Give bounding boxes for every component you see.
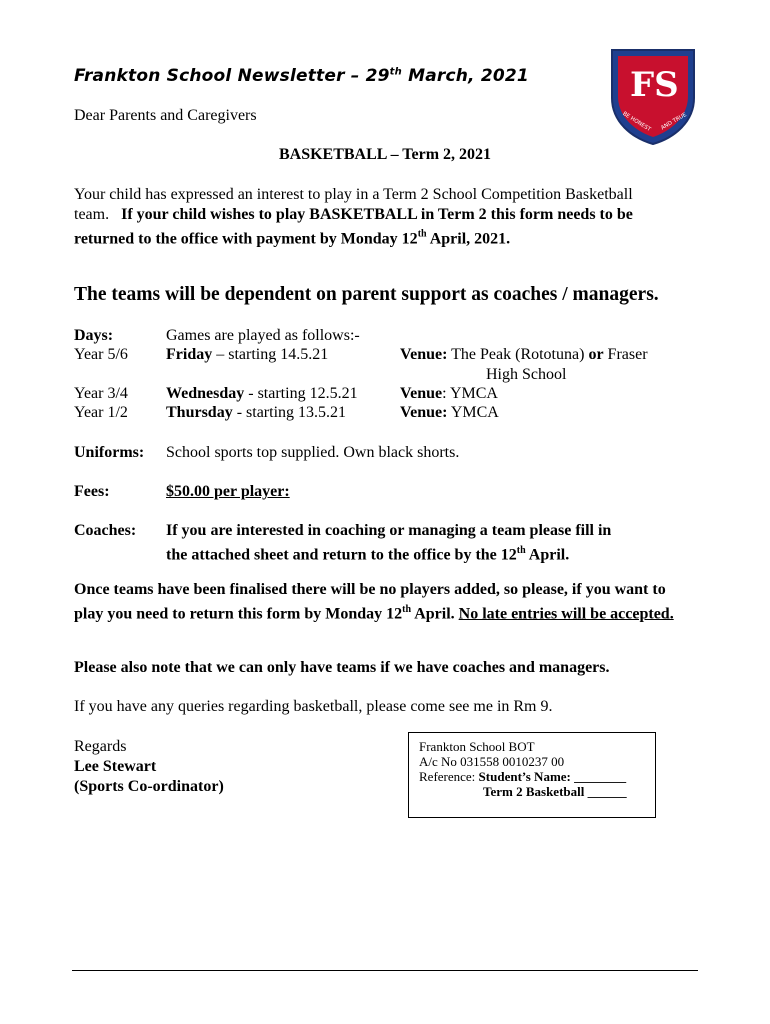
svg-text:FS: FS [630,65,679,105]
days-label: Days: [74,327,114,344]
coaches-text-line1: If you are interested in coaching or managing a team please fill in [166,522,612,539]
payment-details-box [408,732,656,818]
signature-name: Lee Stewart [74,758,157,775]
footer-divider [72,970,698,971]
schedule-venue: Venue: YMCA [400,404,499,421]
late-entries-notice: Once teams have been finalised there will be no players added, so please, if you want to play you need to return this form by Monday 12th April. No late entries will be accepted. [74,581,674,623]
fees-label: Fees: [74,483,110,500]
schedule-venue: Venue: YMCA [400,385,498,402]
payment-account-name: Frankton School BOT [419,739,535,754]
signature-role: (Sports Co-ordinator) [74,778,224,795]
schedule-day: Friday – starting 14.5.21 [166,346,329,363]
coaches-text-line2: the attached sheet and return to the office by the 12th April. [166,545,570,564]
svg-text:BE HONEST: BE HONEST [621,111,652,134]
coaches-managers-note: Please also note that we can only have teams if we have coaches and managers. [74,659,610,676]
schedule-venue-line2: High School [486,366,567,383]
school-crest-logo [608,46,698,146]
schedule-venue: Venue: The Peak (Rototuna) or Fraser [400,346,648,363]
days-intro: Games are played as follows:- [166,327,360,344]
schedule-year: Year 5/6 [74,346,128,363]
fees-text: $50.00 per player: [166,483,290,500]
payment-account-number: A/c No 031558 0010237 00 [419,754,565,769]
schedule-day: Thursday - starting 13.5.21 [166,404,347,421]
uniforms-text: School sports top supplied. Own black shorts. [166,444,460,461]
coaches-label: Coaches: [74,522,137,539]
newsletter-title: Frankton School Newsletter – 29th March, 2021 [74,66,529,86]
schedule-year: Year 3/4 [74,385,128,402]
signature-regards: Regards [74,738,127,755]
uniforms-label: Uniforms: [74,444,145,461]
payment-reference: Reference: Student’s Name: ________ [419,769,627,784]
parent-support-notice: The teams will be dependent on parent support as coaches / managers. [74,284,659,305]
queries-text: If you have any queries regarding basketball, please come see me in Rm 9. [74,698,553,715]
schedule-day: Wednesday - starting 12.5.21 [166,385,358,402]
salutation: Dear Parents and Caregivers [74,107,257,124]
letter-heading: BASKETBALL – Term 2, 2021 [278,146,492,163]
intro-paragraph: Your child has expressed an interest to play in a Term 2 School Competition Basketball team. If your child wishes to play BASKETBALL in Term 2 this form needs to be returned to the office with payment by Monday 12th April, 2021. [74,186,633,248]
svg-text:AND TRUE: AND TRUE [660,111,688,132]
schedule-year: Year 1/2 [74,404,128,421]
payment-reference-term: Term 2 Basketball ______ [483,784,627,799]
